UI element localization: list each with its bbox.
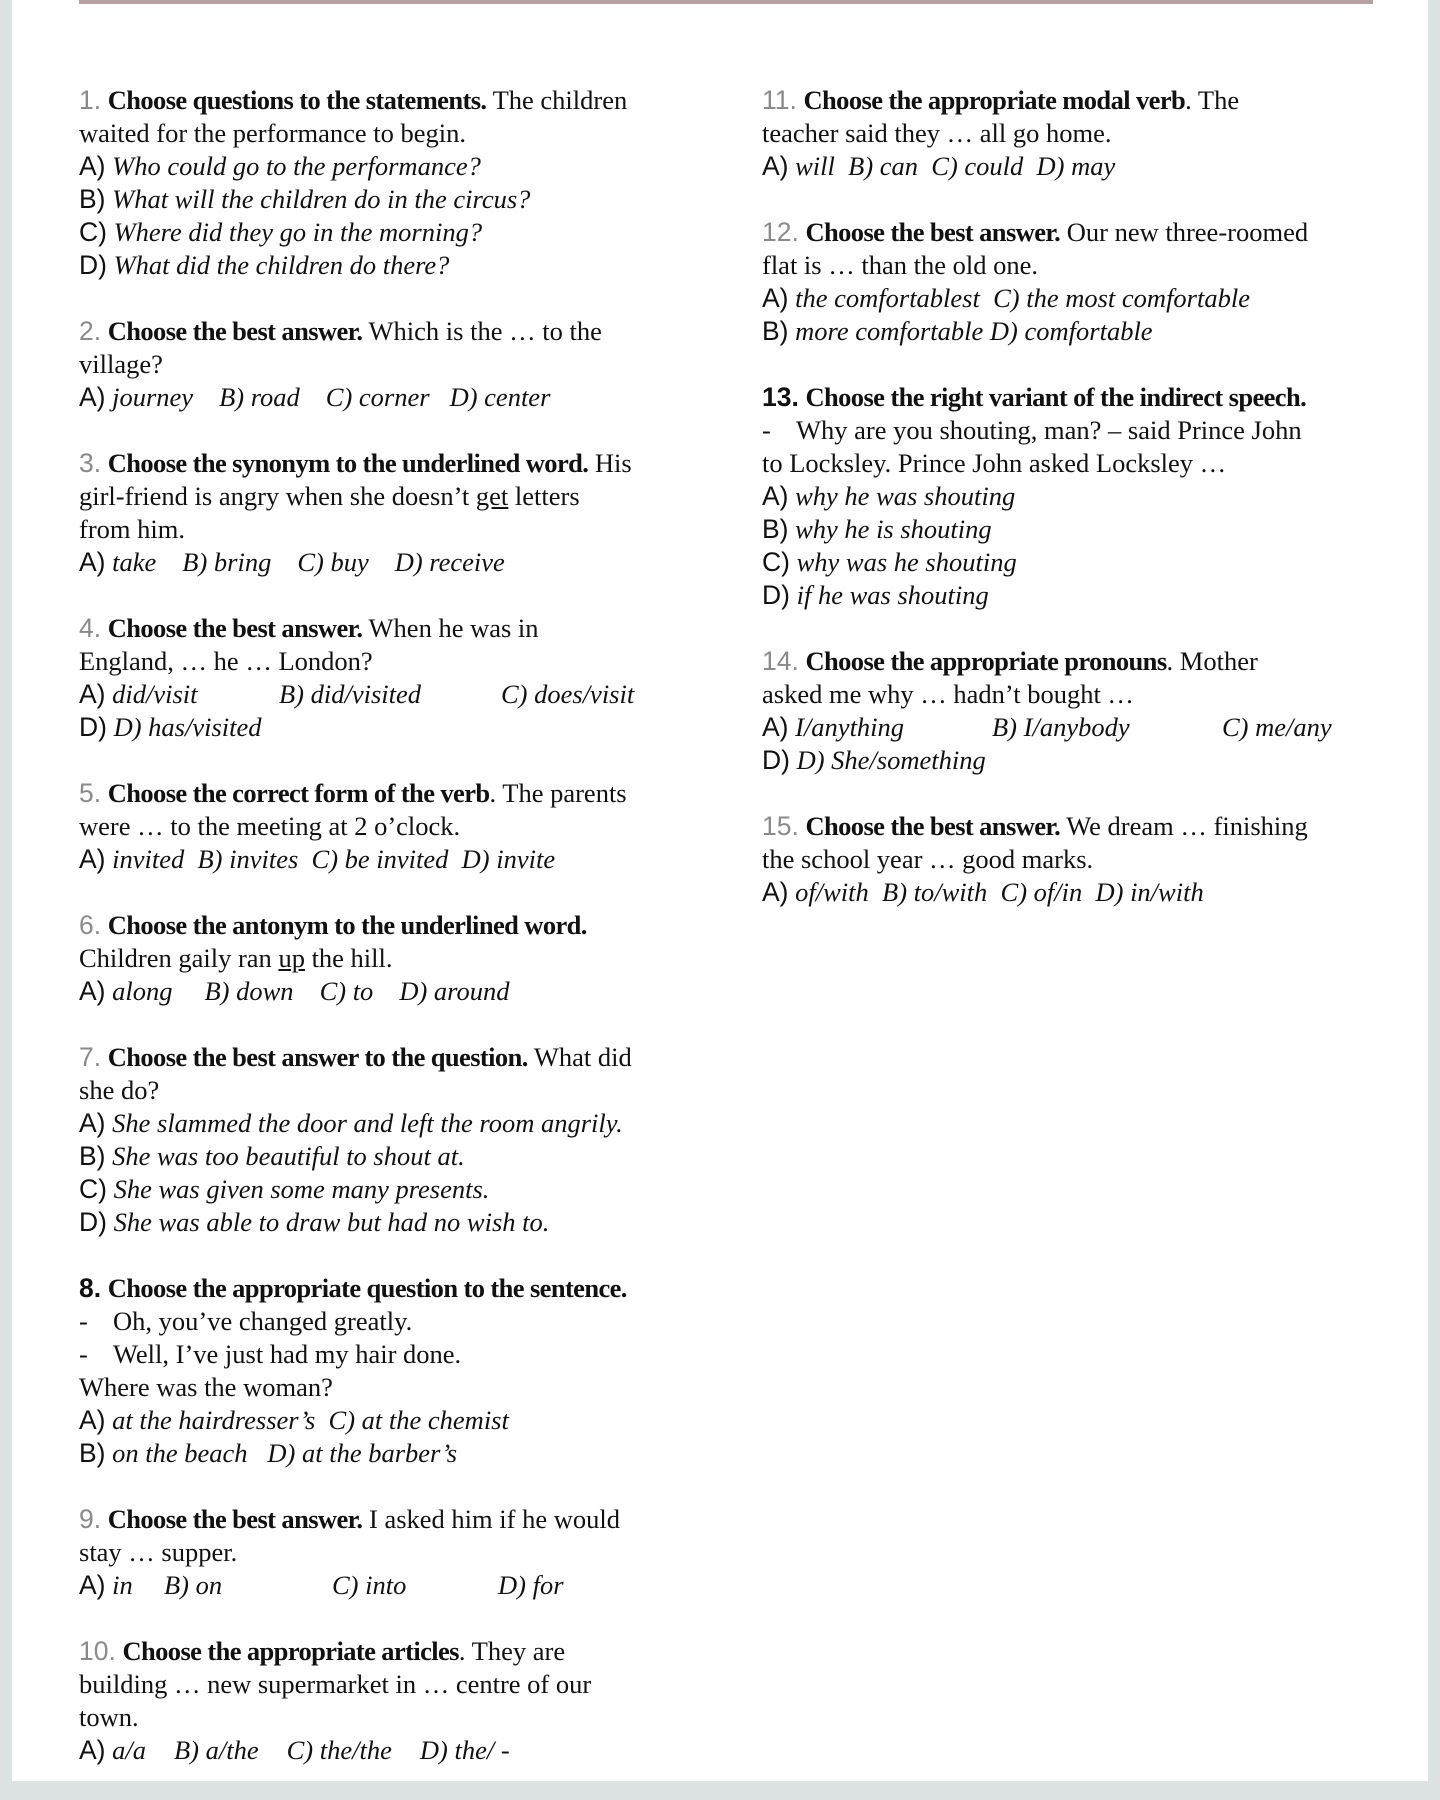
instruction: Choose the appropriate articles (122, 1636, 459, 1666)
question-text: village? (79, 349, 163, 379)
question-text: Our new three-roomed (1066, 217, 1309, 247)
question-text: We dream … finishing (1066, 811, 1308, 841)
instruction: Choose questions to the statements. (107, 85, 487, 115)
question-text: I asked him if he would (369, 1504, 620, 1534)
option-a: A) She slammed the door and left the room angrily. (79, 1108, 623, 1138)
question-text: Where was the woman? (79, 1372, 333, 1402)
dialogue-line: - Oh, you’ve changed greatly. (79, 1306, 413, 1336)
question-number: 11. (762, 85, 797, 115)
question-text: to Locksley. Prince John asked Locksley … (762, 448, 1227, 478)
question-number: 3. (79, 448, 102, 478)
question-text: she do? (79, 1075, 160, 1105)
options-row: A) the comfortablest C) the most comfortable (762, 283, 1250, 313)
options-row: A) at the hairdresser’s C) at the chemist (79, 1405, 509, 1435)
option-c: C) She was given some many presents. (79, 1174, 490, 1204)
options-row: B) more comfortable D) comfortable (762, 316, 1153, 346)
left-column (79, 84, 709, 1800)
instruction: Choose the best answer. (107, 613, 363, 643)
option-a: A) why he was shouting (762, 481, 1016, 511)
question-number: 7. (79, 1042, 102, 1072)
question-number: 2. (79, 316, 102, 346)
instruction: Choose the best answer. (805, 811, 1061, 841)
question-number: 9. (79, 1504, 102, 1534)
options-row: A) along B) down C) to D) around (79, 976, 510, 1006)
question-text: flat is … than the old one. (762, 250, 1038, 280)
question-8 (79, 1272, 709, 1470)
question-9 (79, 1503, 709, 1602)
option-b: B) She was too beautiful to shout at. (79, 1141, 465, 1171)
instruction: Choose the appropriate pronouns (805, 646, 1167, 676)
question-text: waited for the performance to begin. (79, 118, 467, 148)
question-number: 6. (79, 910, 102, 940)
question-1 (79, 84, 709, 282)
question-number: 15. (762, 811, 799, 841)
option-d: D) D) She/something (762, 745, 986, 775)
options-row: A) a/a B) a/the C) the/the D) the/ - (79, 1735, 510, 1765)
question-text: . They are (458, 1636, 566, 1666)
question-3: 3. Choose the synonym to the underlined word. His girl-friend is angry when she doesn’t get letters from him. A) take B) bring C) buy D) receive (79, 447, 709, 579)
option-d: D) if he was shouting (762, 580, 989, 610)
question-number: 4. (79, 613, 102, 643)
top-rule (79, 0, 1373, 4)
instruction: Choose the best answer to the question. (107, 1042, 528, 1072)
question-number: 12. (762, 217, 799, 247)
options-row: A) will B) can C) could D) may (762, 151, 1116, 181)
question-number: 8. (79, 1273, 102, 1303)
question-number: 1. (79, 85, 102, 115)
underlined-word: up (278, 943, 305, 973)
question-text: . Mother (1166, 646, 1258, 676)
question-text: asked me why … hadn’t bought … (762, 679, 1134, 709)
option-b: B) why he is shouting (762, 514, 992, 544)
instruction: Choose the right variant of the indirect speech. (805, 382, 1307, 412)
question-text: What did (533, 1042, 632, 1072)
instruction: Choose the synonym to the underlined word. (107, 448, 589, 478)
question-text: town. (79, 1702, 139, 1732)
option-c: C) why was he shouting (762, 547, 1017, 577)
question-text: . The parents (489, 778, 627, 808)
instruction: Choose the best answer. (107, 1504, 363, 1534)
options-row: A) invited B) invites C) be invited D) invite (79, 844, 556, 874)
question-number: 5. (79, 778, 102, 808)
right-column (762, 84, 1392, 942)
question-number: 14. (762, 646, 799, 676)
question-text: England, … he … London? (79, 646, 373, 676)
options-row: A) I/anything B) I/anybody C) me/any (762, 712, 1332, 742)
option-a: A) Who could go to the performance? (79, 151, 481, 181)
question-text: were … to the meeting at 2 o’clock. (79, 811, 461, 841)
question-number: 13. (762, 382, 799, 412)
instruction: Choose the appropriate modal verb (803, 85, 1186, 115)
options-row: A) of/with B) to/with C) of/in D) in/with (762, 877, 1204, 907)
dialogue-line: - Well, I’ve just had my hair done. (79, 1339, 462, 1369)
options-row: A) in B) on C) into D) for (79, 1570, 564, 1600)
question-12 (762, 216, 1392, 348)
question-11 (762, 84, 1392, 183)
question-text: . The (1185, 85, 1240, 115)
question-text: building … new supermarket in … centre of our (79, 1669, 592, 1699)
question-14 (762, 645, 1392, 777)
question-4 (79, 612, 709, 744)
option-b: B) What will the children do in the circus? (79, 184, 531, 214)
question-text: His (594, 448, 632, 478)
options-row: A) take B) bring C) buy D) receive (79, 547, 505, 577)
options-row: A) journey B) road C) corner D) center (79, 382, 551, 412)
option-c: C) Where did they go in the morning? (79, 217, 483, 247)
option-d: D) D) has/visited (79, 712, 262, 742)
question-6: 6. Choose the antonym to the underlined word. Children gaily ran up the hill. A) along B) down C) to D) around (79, 909, 709, 1008)
instruction: Choose the best answer. (107, 316, 363, 346)
option-d: D) She was able to draw but had no wish to. (79, 1207, 550, 1237)
options-row: B) on the beach D) at the barber’s (79, 1438, 458, 1468)
question-5 (79, 777, 709, 876)
instruction: Choose the antonym to the underlined word. (107, 910, 587, 940)
instruction: Choose the correct form of the verb (107, 778, 490, 808)
instruction: Choose the appropriate question to the sentence. (107, 1273, 627, 1303)
question-text: The children (492, 85, 628, 115)
question-7 (79, 1041, 709, 1239)
worksheet-page (12, 0, 1428, 1781)
question-number: 10. (79, 1636, 116, 1666)
option-d: D) What did the children do there? (79, 250, 450, 280)
options-row: A) did/visit B) did/visited C) does/visit (79, 679, 635, 709)
instruction: Choose the best answer. (805, 217, 1061, 247)
question-text: stay … supper. (79, 1537, 238, 1567)
question-13 (762, 381, 1392, 612)
question-text: Which is the … to the (368, 316, 602, 346)
question-2 (79, 315, 709, 414)
dialogue-line: - Why are you shouting, man? – said Prince John (762, 415, 1302, 445)
question-text: When he was in (368, 613, 539, 643)
question-text: the school year … good marks. (762, 844, 1094, 874)
question-15 (762, 810, 1392, 909)
question-10 (79, 1635, 709, 1767)
underlined-word: get (475, 481, 509, 511)
question-text: teacher said they … all go home. (762, 118, 1112, 148)
